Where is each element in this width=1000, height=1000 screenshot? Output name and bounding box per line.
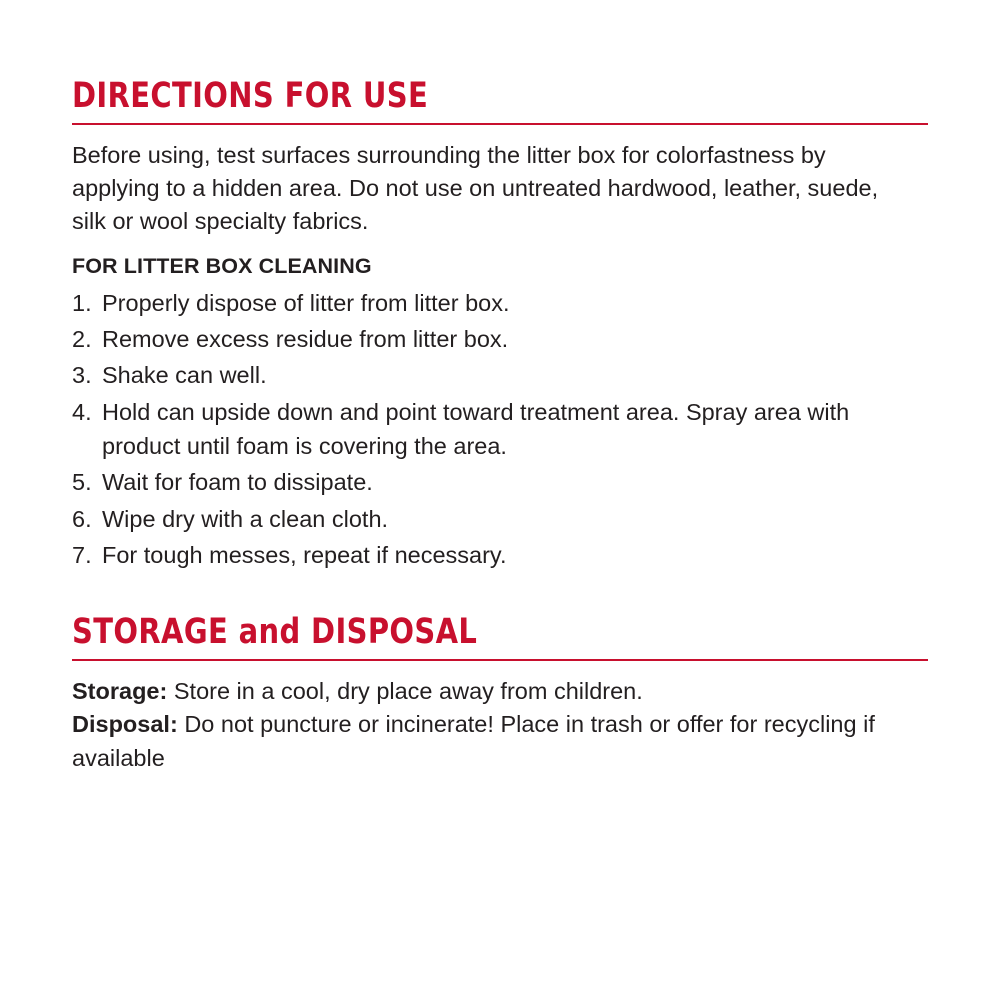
storage-disposal-heading: STORAGE and DISPOSAL bbox=[72, 612, 478, 653]
storage-line bbox=[72, 675, 928, 708]
list-item: Wipe dry with a clean cloth. bbox=[102, 505, 389, 532]
list-item: Hold can upside down and point toward treatment area. Spray area with product until foam is covering the area. bbox=[102, 398, 850, 459]
storage-label: Storage: bbox=[72, 677, 168, 704]
disposal-text: Do not puncture or incinerate! Place in trash or offer for recycling if available bbox=[72, 711, 875, 771]
storage-disposal-divider bbox=[72, 659, 928, 661]
list-item: Wait for foam to dissipate. bbox=[102, 469, 373, 496]
disposal-label: Disposal: bbox=[72, 711, 178, 738]
directions-heading: DIRECTIONS FOR USE bbox=[72, 76, 429, 116]
directions-divider bbox=[72, 123, 928, 125]
list-item: Remove excess residue from litter box. bbox=[102, 326, 509, 353]
section-spacer bbox=[72, 574, 928, 614]
disposal-line bbox=[72, 708, 928, 775]
list-item: Properly dispose of litter from litter box. bbox=[102, 289, 510, 316]
list-item: For tough messes, repeat if necessary. bbox=[102, 541, 507, 568]
directions-steps-list bbox=[72, 286, 928, 572]
directions-intro-text: Before using, test surfaces surrounding the litter box for colorfastness by applying to a hidden area. Do not use on untreated hardwood, leather, suede, silk or wool specialty fabrics. bbox=[72, 141, 879, 235]
list-item: Shake can well. bbox=[102, 362, 267, 389]
storage-text: Store in a cool, dry place away from children. bbox=[173, 677, 643, 704]
litter-box-cleaning-subheading: FOR LITTER BOX CLEANING bbox=[72, 253, 372, 278]
